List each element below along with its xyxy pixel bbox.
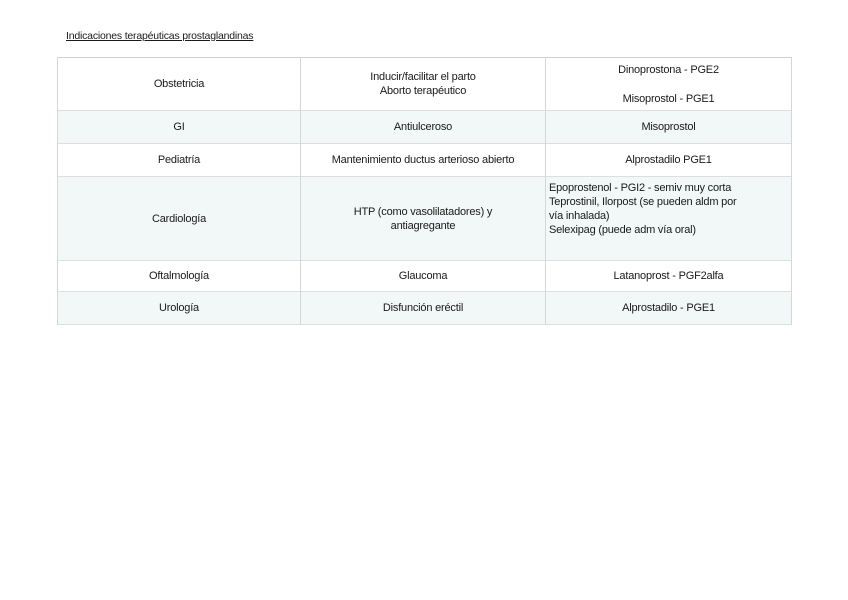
table-row xyxy=(58,177,792,261)
drug-cell: Misoprostol xyxy=(546,111,792,144)
indication-cell: Disfunción eréctil xyxy=(301,292,546,325)
indication-cell xyxy=(301,177,546,261)
indications-table xyxy=(57,57,792,325)
indication-line: antiagregante xyxy=(390,220,456,232)
indication-cell: Glaucoma xyxy=(301,261,546,292)
drug-line: Misoprostol - PGE1 xyxy=(622,92,715,105)
indication-cell xyxy=(301,58,546,111)
indication-line: Inducir/facilitar el parto xyxy=(370,71,476,83)
area-cell: Pediatría xyxy=(58,144,301,177)
drug-line: Epoprostenol - PGI2 - semiv muy corta xyxy=(549,182,732,194)
drug-cell: Latanoprost - PGF2alfa xyxy=(546,261,792,292)
area-cell: Cardiología xyxy=(58,177,301,261)
drug-cell xyxy=(546,58,792,111)
drug-line: Dinoprostona - PGE2 xyxy=(618,63,719,76)
area-cell: Obstetricia xyxy=(58,58,301,111)
table-row xyxy=(58,144,792,177)
drug-cell: Alprostadilo - PGE1 xyxy=(546,292,792,325)
area-cell: Urología xyxy=(58,292,301,325)
indication-cell: Antiulceroso xyxy=(301,111,546,144)
table-row xyxy=(58,58,792,111)
table-row xyxy=(58,111,792,144)
table-row xyxy=(58,261,792,292)
drug-line: Teprostinil, Ilorpost (se pueden aldm por xyxy=(549,196,737,208)
drug-line: vía inhalada) xyxy=(549,210,610,222)
indication-cell: Mantenimiento ductus arterioso abierto xyxy=(301,144,546,177)
indication-line: HTP (como vasolilatadores) y xyxy=(353,206,493,218)
document-title: Indicaciones terapéuticas prostaglandinas xyxy=(66,30,254,42)
drug-line: Selexipag (puede adm vía oral) xyxy=(549,224,696,236)
indication-line: Aborto terapéutico xyxy=(379,85,467,97)
area-cell: GI xyxy=(58,111,301,144)
drug-cell xyxy=(546,177,792,261)
drug-cell: Alprostadilo PGE1 xyxy=(546,144,792,177)
table-row xyxy=(58,292,792,325)
area-cell: Oftalmología xyxy=(58,261,301,292)
